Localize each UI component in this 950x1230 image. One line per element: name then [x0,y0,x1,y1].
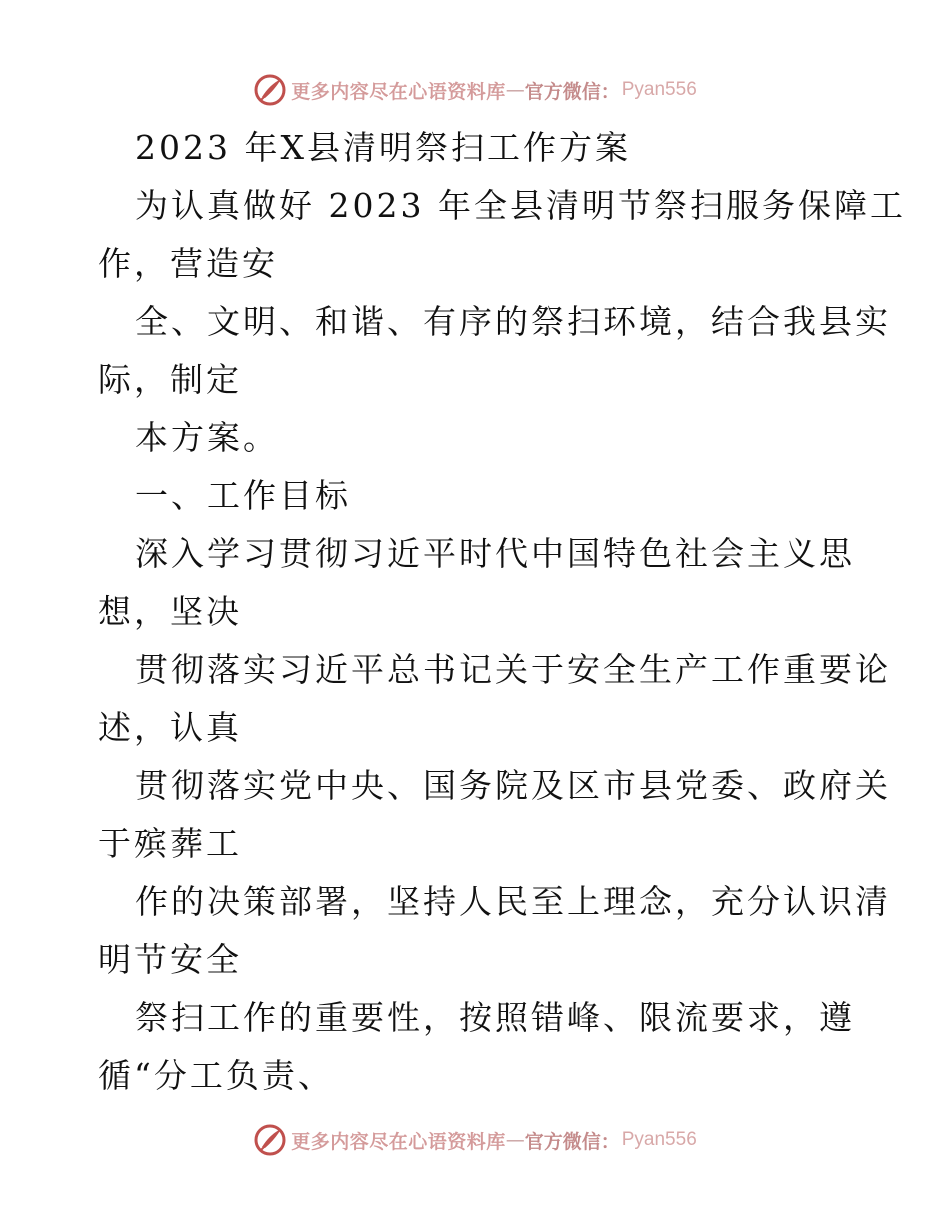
paragraph-line: 述，认真 [98,708,242,747]
paragraph-line: 本方案。 [135,418,279,457]
watermark-separator: — [505,79,525,101]
document-title: 2023 年X县清明祭扫工作方案 [135,128,631,167]
watermark-wechat-label: 官方微信： [524,1130,620,1153]
paragraph-line: 想，坚决 [98,592,242,631]
watermark-brand: 更多内容尽在心语资料库 [291,80,506,103]
paragraph-line: 循“分工负责、 [98,1056,334,1095]
watermark-account: Pyan556 [621,1129,697,1150]
quill-logo-icon [253,1123,287,1157]
paragraph-line: 作的决策部署，坚持人民至上理念，充分认识清 [135,882,891,921]
quill-logo-icon [253,73,287,107]
watermark-footer [0,1120,950,1160]
watermark-brand: 更多内容尽在心语资料库 [291,1130,506,1153]
watermark-wechat-label: 官方微信： [524,80,620,103]
paragraph-line: 作，营造安 [98,244,278,283]
paragraph-line: 祭扫工作的重要性，按照错峰、限流要求，遵 [135,998,855,1037]
paragraph-line: 深入学习贯彻习近平时代中国特色社会主义思 [135,534,855,573]
watermark-separator: — [505,1129,525,1151]
paragraph-line: 贯彻落实习近平总书记关于安全生产工作重要论 [135,650,891,689]
paragraph-line: 全、文明、和谐、有序的祭扫环境，结合我县实 [135,302,891,341]
section-heading: 一、工作目标 [135,476,351,515]
watermark-account: Pyan556 [621,79,697,100]
paragraph-line: 为认真做好 2023 年全县清明节祭扫服务保障工 [135,186,906,225]
watermark-header [0,70,950,110]
paragraph-line: 于殡葬工 [98,824,242,863]
paragraph-line: 贯彻落实党中央、国务院及区市县党委、政府关 [135,766,891,805]
paragraph-line: 明节安全 [98,940,242,979]
paragraph-line: 际，制定 [98,360,242,399]
